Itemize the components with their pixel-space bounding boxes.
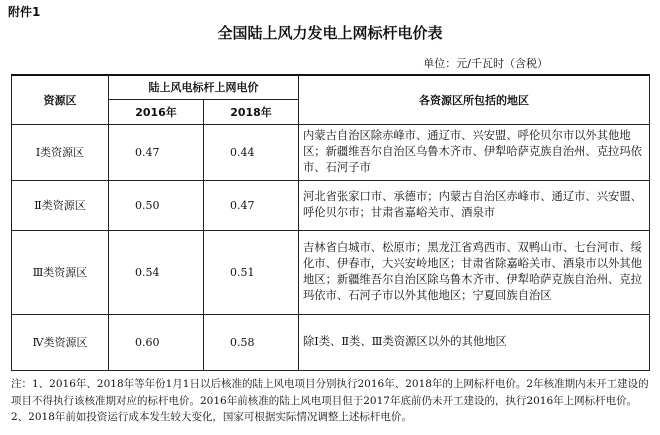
zone-category: Ⅰ类资源区 [12, 124, 109, 180]
footnote: 注：1、2016年、2018年等年份1月1日以后核准的陆上风电项目分别执行2016年、2018年的上网标杆电价。2年核准期内未开工建设的项目不得执行该核准期对应的标杆电价。2016年前核准的陆上风电项目但于2017年底前仍未开工建设的，执行2016年上网标杆电价。2、2018年前如投资运行成本发生较大变化，国家可根据实际情况调整上述标杆电价。 [11, 378, 649, 423]
table-row [12, 124, 650, 180]
header-price-group: 陆上风电标杆上网电价 [109, 75, 299, 99]
zone-regions: 内蒙古自治区除赤峰市、通辽市、兴安盟、呼伦贝尔市以外其他地区；新疆维吾尔自治区乌鲁木齐市、伊犁哈萨克族自治州、克拉玛依市、石河子市 [299, 124, 650, 180]
zone-regions: 河北省张家口市、承德市；内蒙古自治区赤峰市、通辽市、兴安盟、呼伦贝尔市；甘肃省嘉峪关市、酒泉市 [299, 180, 650, 230]
zone-category: Ⅱ类资源区 [12, 180, 109, 230]
zone-regions: 除Ⅰ类、Ⅱ类、Ⅲ类资源区以外的其他地区 [299, 314, 650, 370]
table-row [12, 230, 650, 314]
annex-label: 附件1 [8, 5, 41, 19]
price-2016: 0.60 [109, 314, 204, 370]
zone-category: Ⅲ类资源区 [12, 230, 109, 314]
zone-regions: 吉林省白城市、松原市；黑龙江省鸡西市、双鸭山市、七台河市、绥化市、伊春市，大兴安岭地区；甘肃省除嘉峪关市、酒泉市以外其他地区；新疆维吾尔自治区除乌鲁木齐市、伊犁哈萨克族自治州、克拉玛依市、石河子市以外其他地区；宁夏回族自治区 [299, 230, 650, 314]
table-row [12, 180, 650, 230]
header-regions: 各资源区所包括的地区 [299, 75, 650, 124]
page-title: 全国陆上风力发电上网标杆电价表 [217, 24, 443, 42]
price-2016: 0.50 [109, 180, 204, 230]
price-table [11, 74, 650, 371]
price-2016: 0.54 [109, 230, 204, 314]
header-2016: 2016年 [109, 99, 204, 124]
price-2018: 0.47 [204, 180, 299, 230]
price-2018: 0.58 [204, 314, 299, 370]
price-2018: 0.51 [204, 230, 299, 314]
header-resource-zone: 资源区 [12, 75, 109, 124]
header-2018: 2018年 [204, 99, 299, 124]
price-2016: 0.47 [109, 124, 204, 180]
price-2018: 0.44 [204, 124, 299, 180]
table-row [12, 314, 650, 370]
unit-label: 单位：元/千瓦时（含税） [423, 57, 548, 70]
zone-category: Ⅳ类资源区 [12, 314, 109, 370]
